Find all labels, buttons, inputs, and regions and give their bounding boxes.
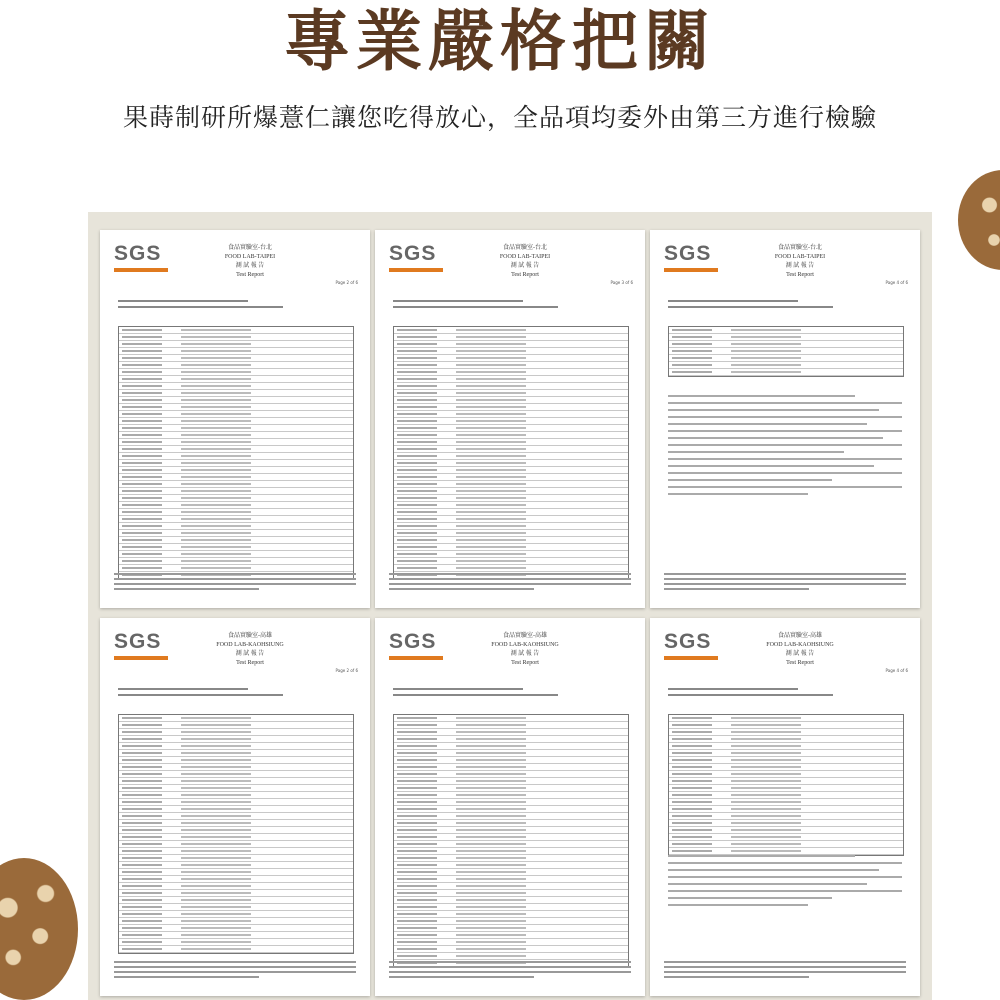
test-report-4 <box>100 618 370 996</box>
lab-name: 食品實驗室-台北 <box>228 245 272 251</box>
report-footer <box>389 958 631 986</box>
doc-type-en: Test Report <box>236 272 264 278</box>
mushroom-image-right <box>958 170 1000 270</box>
doc-type-en: Test Report <box>236 660 264 666</box>
report-header <box>190 244 310 280</box>
sgs-logo-bar <box>114 656 168 660</box>
lab-name: 食品實驗室-高雄 <box>228 633 272 639</box>
lab-name: 食品實驗室-高雄 <box>778 633 822 639</box>
sgs-logo-bar <box>664 656 718 660</box>
lab-name-en: FOOD LAB-TAIPEI <box>499 254 551 260</box>
report-footer <box>114 570 356 598</box>
sgs-logo: SGS <box>664 630 712 653</box>
report-meta <box>393 296 629 318</box>
results-table <box>118 714 354 954</box>
doc-type-en: Test Report <box>511 660 539 666</box>
report-footer <box>389 570 631 598</box>
lab-name-en: FOOD LAB-KAOHSIUNG <box>216 642 284 648</box>
test-report-1 <box>100 230 370 608</box>
mushroom-image-left <box>0 858 78 1000</box>
test-report-3 <box>650 230 920 608</box>
report-meta <box>668 684 904 706</box>
lab-name: 食品實驗室-高雄 <box>503 633 547 639</box>
report-meta <box>668 296 904 318</box>
doc-type-en: Test Report <box>786 660 814 666</box>
page-number: Page 2 of 6 <box>335 280 358 285</box>
sgs-logo: SGS <box>664 242 712 265</box>
report-header <box>740 632 860 668</box>
test-report-5 <box>375 618 645 996</box>
sgs-logo-bar <box>114 268 168 272</box>
lab-name-en: FOOD LAB-KAOHSIUNG <box>766 642 834 648</box>
page-number: Page 4 of 6 <box>885 280 908 285</box>
doc-type: 測 試 報 告 <box>785 651 815 657</box>
report-notes <box>668 850 902 911</box>
test-report-6 <box>650 618 920 996</box>
doc-type: 測 試 報 告 <box>235 263 265 269</box>
lab-name-en: FOOD LAB-KAOHSIUNG <box>491 642 559 648</box>
lab-name: 食品實驗室-台北 <box>503 245 547 251</box>
report-header <box>465 244 585 280</box>
doc-type: 測 試 報 告 <box>785 263 815 269</box>
lab-name-en: FOOD LAB-TAIPEI <box>774 254 826 260</box>
lab-name: 食品實驗室-台北 <box>778 245 822 251</box>
doc-type: 測 試 報 告 <box>510 651 540 657</box>
page-subtitle: 果蒔制研所爆薏仁讓您吃得放心，全品項均委外由第三方進行檢驗 <box>122 103 877 132</box>
report-meta <box>393 684 629 706</box>
doc-type-en: Test Report <box>786 272 814 278</box>
results-table <box>668 326 904 377</box>
page-title: 專業嚴格把關 <box>284 3 716 80</box>
doc-type-en: Test Report <box>511 272 539 278</box>
report-footer <box>664 570 906 598</box>
report-header <box>740 244 860 280</box>
doc-type: 測 試 報 告 <box>235 651 265 657</box>
sgs-logo-bar <box>389 268 443 272</box>
sgs-logo-bar <box>664 268 718 272</box>
sgs-logo: SGS <box>389 630 437 653</box>
report-footer <box>114 958 356 986</box>
sgs-logo: SGS <box>114 630 162 653</box>
report-header <box>190 632 310 668</box>
test-report-2 <box>375 230 645 608</box>
results-table <box>668 714 904 856</box>
page-number: Page 4 of 6 <box>885 668 908 673</box>
report-meta <box>118 296 354 318</box>
lab-name-en: FOOD LAB-TAIPEI <box>224 254 276 260</box>
results-table <box>393 714 629 968</box>
report-header <box>465 632 585 668</box>
page-number: Page 3 of 6 <box>610 280 633 285</box>
sgs-logo-bar <box>389 656 443 660</box>
page-number: Page 2 of 6 <box>335 668 358 673</box>
report-footer <box>664 958 906 986</box>
results-table <box>393 326 629 580</box>
results-table <box>118 326 354 580</box>
report-notes <box>668 390 902 500</box>
sgs-logo: SGS <box>389 242 437 265</box>
doc-type: 測 試 報 告 <box>510 263 540 269</box>
sgs-logo: SGS <box>114 242 162 265</box>
reports-panel <box>88 212 932 1000</box>
report-meta <box>118 684 354 706</box>
